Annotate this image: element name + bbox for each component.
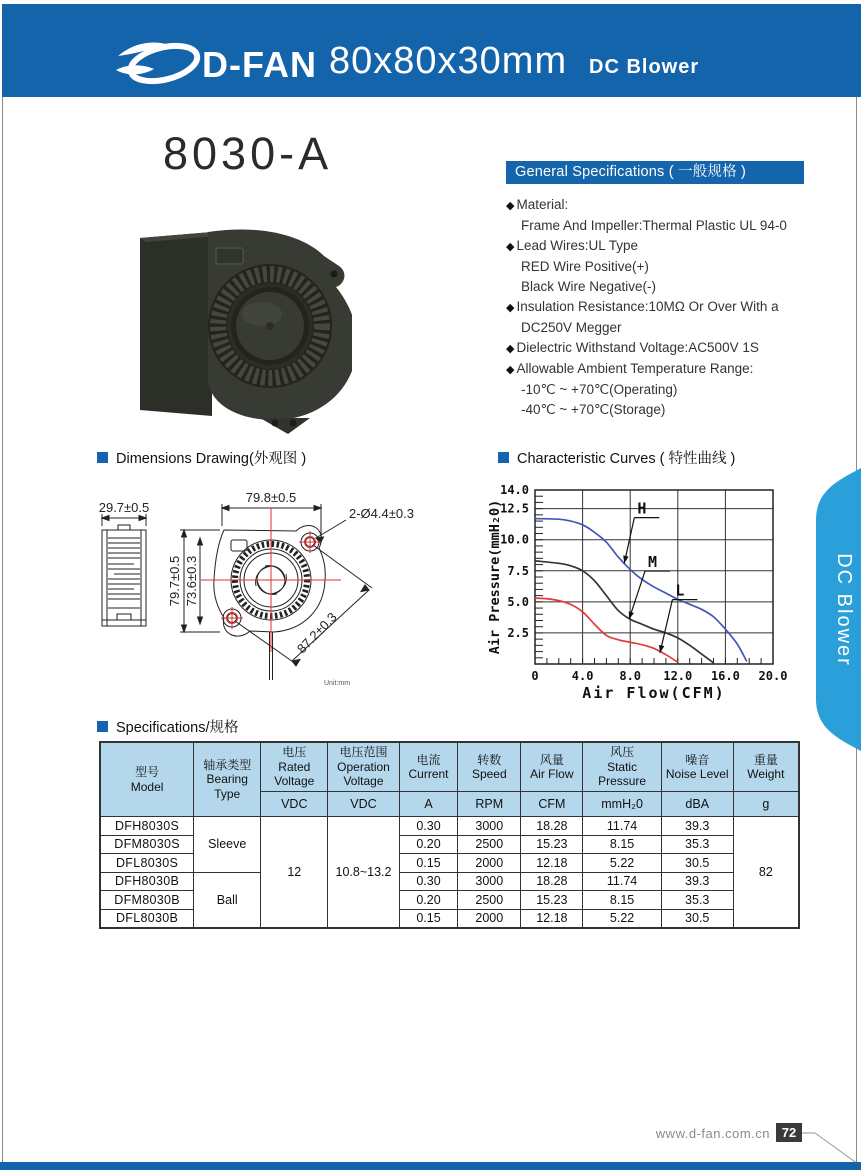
side-tab-label: DC Blower	[833, 553, 855, 667]
svg-text:2.5: 2.5	[507, 625, 529, 640]
footer-url: www.d-fan.com.cn	[655, 1126, 770, 1141]
section-bullet-icon	[498, 452, 509, 463]
curve-label-l: L	[675, 581, 685, 600]
col-header-model: 型号 Model	[100, 742, 194, 817]
svg-text:20.0: 20.0	[758, 669, 788, 683]
table-row: DFL8030S 0.15 2000 12.18 5.22 30.5	[100, 854, 799, 873]
cell-model: DFH8030S	[100, 817, 194, 836]
dfan-logo-icon	[114, 36, 206, 92]
svg-text:14.0: 14.0	[500, 483, 529, 497]
svg-text:16.0: 16.0	[710, 669, 740, 683]
diamond-bullet-icon: ◆	[506, 302, 515, 314]
bottom-bar	[0, 1162, 861, 1170]
x-axis-label: Air Flow(CFM)	[582, 684, 726, 702]
spec-line: -10℃ ~ +70℃(Operating)	[521, 382, 678, 397]
dim-holes: 2-Ø4.4±0.3	[349, 506, 414, 521]
product-size: 80x80x30mm	[329, 40, 568, 82]
dim-width-side: 29.7±0.5	[98, 500, 150, 515]
dim-height-outer: 79.7±0.5	[167, 555, 182, 607]
svg-text:12.5: 12.5	[500, 501, 529, 516]
col-header-weight: 重量 Weight	[733, 742, 799, 792]
diamond-bullet-icon: ◆	[506, 200, 515, 212]
page-border-left	[2, 97, 3, 1162]
table-row: DFM8030B 0.20 2500 15.23 8.15 35.3	[100, 891, 799, 910]
dim-diagonal: 87.2±0.3	[293, 609, 340, 657]
unit-rated-voltage: VDC	[261, 792, 328, 817]
product-type: DC Blower	[589, 56, 700, 78]
cell-bearing: Sleeve	[194, 817, 261, 873]
footer-corner-line	[802, 1120, 861, 1168]
section-bullet-icon	[97, 721, 108, 732]
svg-text:7.5: 7.5	[507, 563, 529, 578]
side-tab	[811, 462, 861, 757]
spec-line: ◆ Material:	[506, 197, 569, 212]
col-header-current: 电流 Current	[399, 742, 458, 792]
cell-model: DFH8030B	[100, 872, 194, 891]
spec-table	[99, 741, 800, 929]
product-photo	[112, 222, 352, 442]
col-header-speed: 转数 Speed	[458, 742, 521, 792]
section-dimensions: Dimensions Drawing(外观图 )	[97, 447, 306, 468]
col-header-pressure: 风压 Static Pressure	[583, 742, 661, 792]
unit-current: A	[399, 792, 458, 817]
col-header-bearing: 轴承类型 Bearing Type	[194, 742, 261, 817]
unit-note: Unit:mm	[324, 680, 351, 687]
svg-text:8.0: 8.0	[619, 669, 642, 683]
unit-operation-voltage: VDC	[328, 792, 399, 817]
cell-model: DFM8030B	[100, 891, 194, 910]
cell-model: DFL8030S	[100, 854, 194, 873]
cell-weight: 82	[733, 817, 799, 929]
spec-line: -40℃ ~ +70℃(Storage)	[521, 402, 666, 417]
diamond-bullet-icon: ◆	[506, 364, 515, 376]
svg-text:0: 0	[531, 669, 539, 683]
col-header-airflow: 风量 Air Flow	[521, 742, 583, 792]
curve-label-h: H	[637, 499, 647, 518]
section-specifications: Specifications/规格	[97, 716, 239, 737]
curve-label-m: M	[648, 553, 658, 572]
svg-text:4.0: 4.0	[571, 669, 594, 683]
spec-line: ◆ Allowable Ambient Temperature Range:	[506, 361, 754, 376]
dim-height-inner: 73.6±0.3	[184, 555, 199, 607]
dimensions-drawing	[88, 468, 483, 713]
unit-pressure: mmH₂0	[583, 792, 661, 817]
col-header-rated-voltage: 电压 Rated Voltage	[261, 742, 328, 792]
unit-noise: dBA	[661, 792, 733, 817]
characteristic-curves-chart	[487, 472, 805, 704]
spec-line: ◆ Insulation Resistance:10MΩ Or Over With a	[506, 299, 779, 314]
cell-rated-voltage: 12	[261, 817, 328, 929]
section-bullet-icon	[97, 452, 108, 463]
y-axis-label: Air Pressure(mmH₂0)	[487, 499, 503, 655]
table-row: DFL8030B 0.15 2000 12.18 5.22 30.5	[100, 909, 799, 928]
spec-line: DC250V Megger	[521, 320, 622, 335]
unit-airflow: CFM	[521, 792, 583, 817]
table-row: DFH8030S Sleeve 12 10.8~13.2 0.30 3000 18.28 11.74 39.3 82	[100, 817, 799, 836]
spec-line: ◆ Dielectric Withstand Voltage:AC500V 1S	[506, 340, 759, 355]
spec-line: Black Wire Negative(-)	[521, 279, 657, 294]
unit-speed: RPM	[458, 792, 521, 817]
page-number-badge: 72	[776, 1123, 802, 1142]
section-curves: Characteristic Curves ( 特性曲线 )	[498, 447, 735, 468]
spec-line: RED Wire Positive(+)	[521, 259, 649, 274]
general-specs-list	[506, 195, 806, 420]
general-specs-title: General Specifications ( 一般规格 )	[506, 161, 804, 184]
svg-text:5.0: 5.0	[507, 594, 529, 609]
page-title: 8030-A	[163, 128, 333, 179]
brand-name: D-FAN	[202, 44, 317, 85]
svg-text:12.0: 12.0	[663, 669, 693, 683]
diamond-bullet-icon: ◆	[506, 241, 515, 253]
table-row: DFH8030B Ball 0.30 3000 18.28 11.74 39.3	[100, 872, 799, 891]
curve-m	[535, 561, 714, 663]
diamond-bullet-icon: ◆	[506, 343, 515, 355]
header-bar	[2, 4, 861, 97]
cell-bearing: Ball	[194, 872, 261, 928]
spec-line: ◆ Lead Wires:UL Type	[506, 238, 639, 253]
table-row: DFM8030S 0.20 2500 15.23 8.15 35.3	[100, 835, 799, 854]
col-header-operation-voltage: 电压范围 Operation Voltage	[328, 742, 399, 792]
cell-model: DFM8030S	[100, 835, 194, 854]
col-header-noise: 噪音 Noise Level	[661, 742, 733, 792]
svg-text:10.0: 10.0	[500, 532, 529, 547]
unit-weight: g	[733, 792, 799, 817]
cell-model: DFL8030B	[100, 909, 194, 928]
spec-line: Frame And Impeller:Thermal Plastic UL 94-0	[521, 218, 787, 233]
cell-operation-voltage: 10.8~13.2	[328, 817, 399, 929]
dim-width-front: 79.8±0.5	[245, 490, 297, 505]
